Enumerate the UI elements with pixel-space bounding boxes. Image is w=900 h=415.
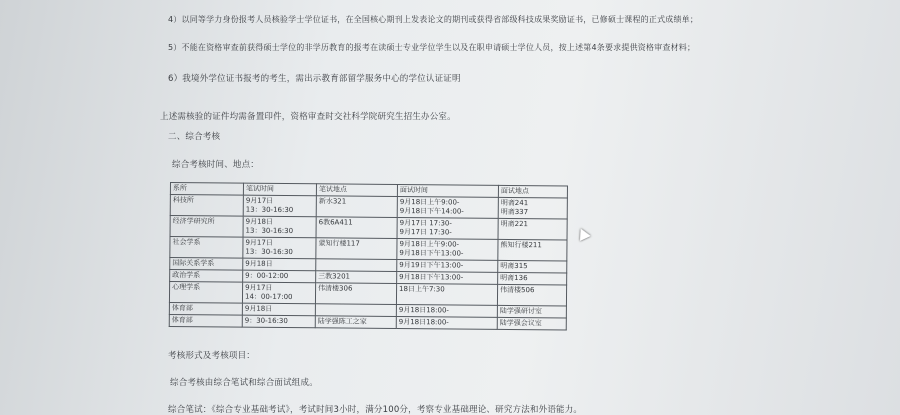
table-cell-iplace xyxy=(498,239,567,261)
cell-text: 9：00-12:00 xyxy=(245,271,289,281)
cell-text: 熊知行楼211 xyxy=(500,240,542,250)
table-cell-iplace xyxy=(497,305,566,318)
cell-text: 陆学强陈工之家 xyxy=(317,317,367,326)
table-cell-dept xyxy=(169,282,242,304)
table-cell-iplace xyxy=(497,317,566,330)
table-cell-itime xyxy=(397,259,498,272)
cell-text: 三教3201 xyxy=(318,272,351,281)
cell-text: 社会学系 xyxy=(172,238,201,247)
section-heading: 二、综合考核 xyxy=(168,132,221,142)
cell-text: 明斋221 xyxy=(500,219,529,229)
cell-text: 经济学研究所 xyxy=(172,217,215,226)
table-cell-wtime xyxy=(243,237,316,259)
table-cell-wtime xyxy=(243,195,316,217)
cell-text: 政治学系 xyxy=(172,271,201,280)
table-cell-itime xyxy=(396,304,497,317)
cell-text: 明斋136 xyxy=(500,273,528,283)
table-cell-wtime xyxy=(243,258,316,271)
form-heading: 考核形式及考核项目： xyxy=(168,351,256,361)
table-cell-dept xyxy=(170,216,243,238)
table-cell-itime xyxy=(397,217,498,239)
cell-text: 9月17日 17:30- xyxy=(399,219,452,228)
written-exam-text: 综合笔试：《综合专业基础考试》，考试时间3小时，满分100分，考察专业基础理论、研究方法和外语能力。 xyxy=(168,405,583,415)
header-cell: 笔试时间 xyxy=(243,183,316,196)
cell-text: 新水321 xyxy=(318,197,347,206)
paragraph-6: 6）我境外学位证书报考的考生，需出示教育部留学服务中心的学位认证证明 xyxy=(168,74,461,84)
cell-text: 9月18日 xyxy=(244,304,273,313)
cell-text: 体育部 xyxy=(171,316,193,325)
cell-text: 体育部 xyxy=(171,304,193,313)
table-cell-iplace xyxy=(498,218,567,240)
header-cell: 笔试地点 xyxy=(316,184,397,197)
table-cell-itime xyxy=(396,283,497,305)
table-cell-wplace xyxy=(316,217,397,239)
cell-text: 9月18日下午14:00- xyxy=(399,207,464,216)
table-cell-dept xyxy=(170,237,243,259)
cell-text: 9月19日下午13:00- xyxy=(399,261,464,270)
cell-text: 9月17日 xyxy=(245,238,273,247)
table-cell-itime xyxy=(396,316,497,329)
cell-text: 9月17日 17:30- xyxy=(399,228,452,237)
cell-text: 9月18日 xyxy=(245,259,273,268)
cell-text: 明斋241 xyxy=(500,198,529,208)
note-paragraph: 上述需核验的证件均需备置印件，资格审查时交社科学院研究生招生办公室。 xyxy=(160,112,456,122)
table-cell-iplace xyxy=(497,284,566,306)
cell-text: 9月18日下午13:00- xyxy=(399,249,464,258)
cell-text: 心理学系 xyxy=(172,283,201,292)
subheading: 综合考核时间、地点： xyxy=(172,160,260,170)
paragraph-5: 5）不能在资格审查前获得硕士学位的非学历教育的报考在读硕士专业学位学生以及在职申请硕士学位人员，按上述第4条要求提供资格审查材料； xyxy=(168,43,696,52)
table-cell-wplace xyxy=(316,196,397,218)
header-cell: 系所 xyxy=(170,183,243,196)
table-cell-wtime xyxy=(243,216,316,238)
table-cell-iplace xyxy=(498,260,567,273)
header-cell: 面试时间 xyxy=(397,184,498,197)
cell-text: 13：30-16:30 xyxy=(245,226,294,236)
cell-text: 9月18日 xyxy=(245,217,274,226)
cell-text xyxy=(318,305,394,306)
cell-text: 9月17日 xyxy=(245,196,274,205)
table-cell-wplace xyxy=(316,271,397,284)
paragraph-4: 4）以同等学力身份报考人员核验学士学位证书，在全国核心期刊上发表论文的期刊或获得省部级科技成果奖励证书，已修硕士课程的正式成绩单； xyxy=(168,15,699,24)
cell-text: 蒙知行楼117 xyxy=(318,239,360,248)
form-body: 综合考核由综合笔试和综合面试组成。 xyxy=(170,378,318,388)
cell-text: 9：30-16:30 xyxy=(244,316,288,326)
cell-text: 9月18日上午9:00- xyxy=(399,198,460,207)
cell-text xyxy=(318,260,394,261)
cell-text: 6教6A411 xyxy=(318,218,353,227)
table-cell-itime xyxy=(397,271,498,284)
table-cell-dept xyxy=(170,195,243,217)
table-cell-wtime xyxy=(242,303,315,316)
table-cell-wtime xyxy=(243,270,316,283)
cell-text: 9月17日 xyxy=(245,283,273,292)
table-cell-wtime xyxy=(242,282,315,304)
table-cell-dept xyxy=(170,270,243,283)
table-cell-iplace xyxy=(498,272,567,285)
table-cell-dept xyxy=(169,314,242,327)
cell-text: 18日上午7:30 xyxy=(399,285,445,294)
cell-text: 伟清楼506 xyxy=(500,285,535,295)
cell-text: 国际关系学系 xyxy=(172,259,215,268)
table-cell-itime xyxy=(397,238,498,260)
table-cell-itime xyxy=(397,196,498,218)
table-cell-wplace xyxy=(315,304,396,317)
cell-text: 明斋337 xyxy=(500,207,529,217)
cell-text: 9月18日上午9:00- xyxy=(399,240,460,249)
cell-text: 13：30-16:30 xyxy=(245,205,294,215)
table-cell-wtime xyxy=(242,315,315,328)
cell-text: 9月18日下午13:00- xyxy=(399,273,464,282)
table-cell-wplace xyxy=(316,259,397,272)
table-cell-iplace xyxy=(498,197,567,219)
table-cell-wplace xyxy=(315,316,396,329)
mouse-cursor-icon xyxy=(575,226,591,241)
cell-text: 9月18日18:00- xyxy=(398,306,449,315)
cell-text: 陆学强会议室 xyxy=(499,318,542,328)
exam-schedule-table xyxy=(169,182,568,330)
table-row xyxy=(169,314,566,329)
table-cell-wplace xyxy=(315,283,396,305)
cell-text: 9月18日18:00- xyxy=(398,318,449,327)
cell-text: 伟清楼306 xyxy=(318,284,353,293)
table-cell-wplace xyxy=(316,238,397,260)
table-cell-dept xyxy=(169,302,242,315)
cell-text: 明斋315 xyxy=(500,261,528,271)
header-cell: 面试地点 xyxy=(498,185,567,198)
cell-text: 13：30-16:30 xyxy=(245,247,293,257)
table-cell-dept xyxy=(170,258,243,271)
cell-text: 陆学强研讨室 xyxy=(499,306,542,316)
cell-text: 14：00-17:00 xyxy=(244,292,293,302)
cell-text: 科技所 xyxy=(172,196,194,205)
